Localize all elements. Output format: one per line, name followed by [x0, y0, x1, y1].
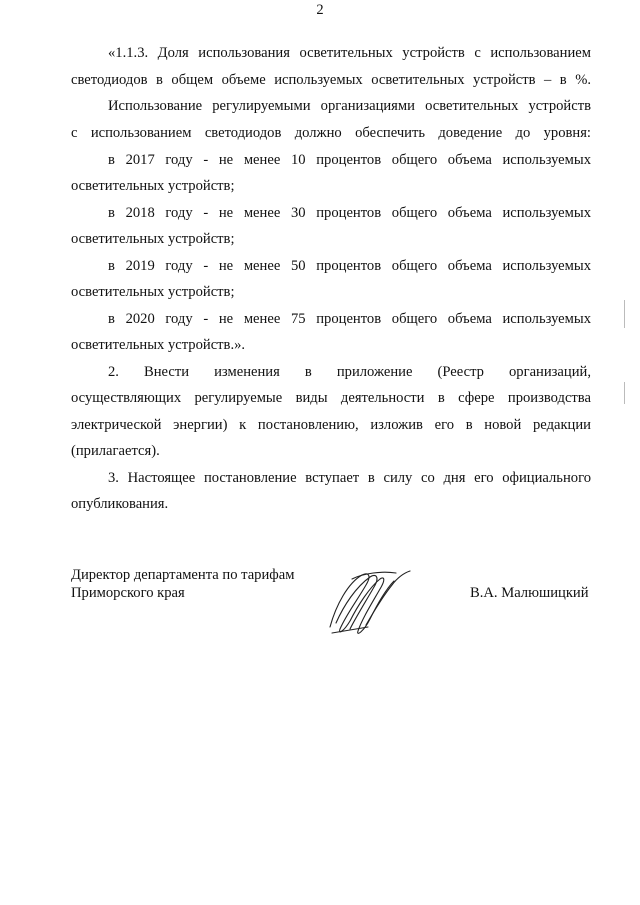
paragraph-line: осветительных устройств; — [71, 284, 235, 300]
paragraph-line: (прилагается). — [71, 443, 160, 459]
paragraph-line: с использованием светодиодов должно обеспечить доведение до уровня: — [71, 125, 591, 141]
paragraph-line: Использование регулируемыми организациями осветительных устройств — [108, 98, 591, 114]
paragraph-line: в 2020 году - не менее 75 процентов общего объема используемых — [108, 311, 591, 327]
signatory-name: В.А. Малюшицкий — [470, 585, 589, 601]
paragraph-line: в 2017 году - не менее 10 процентов общего объема используемых — [108, 152, 591, 168]
paragraph-line: в 2019 году - не менее 50 процентов общего объема используемых — [108, 258, 591, 274]
paragraph-line: электрической энергии) к постановлению, изложив его в новой редакции — [71, 417, 591, 433]
paragraph-line: 3. Настоящее постановление вступает в силу со дня его официального — [108, 470, 591, 486]
paragraph-line: в 2018 году - не менее 30 процентов общего объема используемых — [108, 205, 591, 221]
paragraph-line: «1.1.3. Доля использования осветительных устройств с использованием — [108, 45, 591, 61]
page-number: 2 — [316, 2, 324, 18]
signatory-position-line: Приморского края — [71, 585, 185, 601]
paragraph-line: осуществляющих регулируемые виды деятельности в сфере производства — [71, 390, 591, 406]
scan-edge-mark — [624, 382, 625, 404]
scan-edge-mark — [624, 300, 625, 328]
signatory-position — [71, 566, 294, 602]
signatory-position-line: Директор департамента по тарифам — [71, 567, 295, 583]
paragraph-line: опубликования. — [71, 496, 169, 512]
paragraph-line: светодиодов в общем объеме используемых осветительных устройств – в %. — [71, 72, 591, 88]
paragraph-line: осветительных устройств; — [71, 178, 235, 194]
handwritten-signature — [322, 565, 417, 640]
paragraph-line: 2. Внести изменения в приложение (Реестр организаций, — [108, 364, 591, 380]
paragraph-line: осветительных устройств.». — [71, 337, 246, 353]
paragraph-line: осветительных устройств; — [71, 231, 235, 247]
